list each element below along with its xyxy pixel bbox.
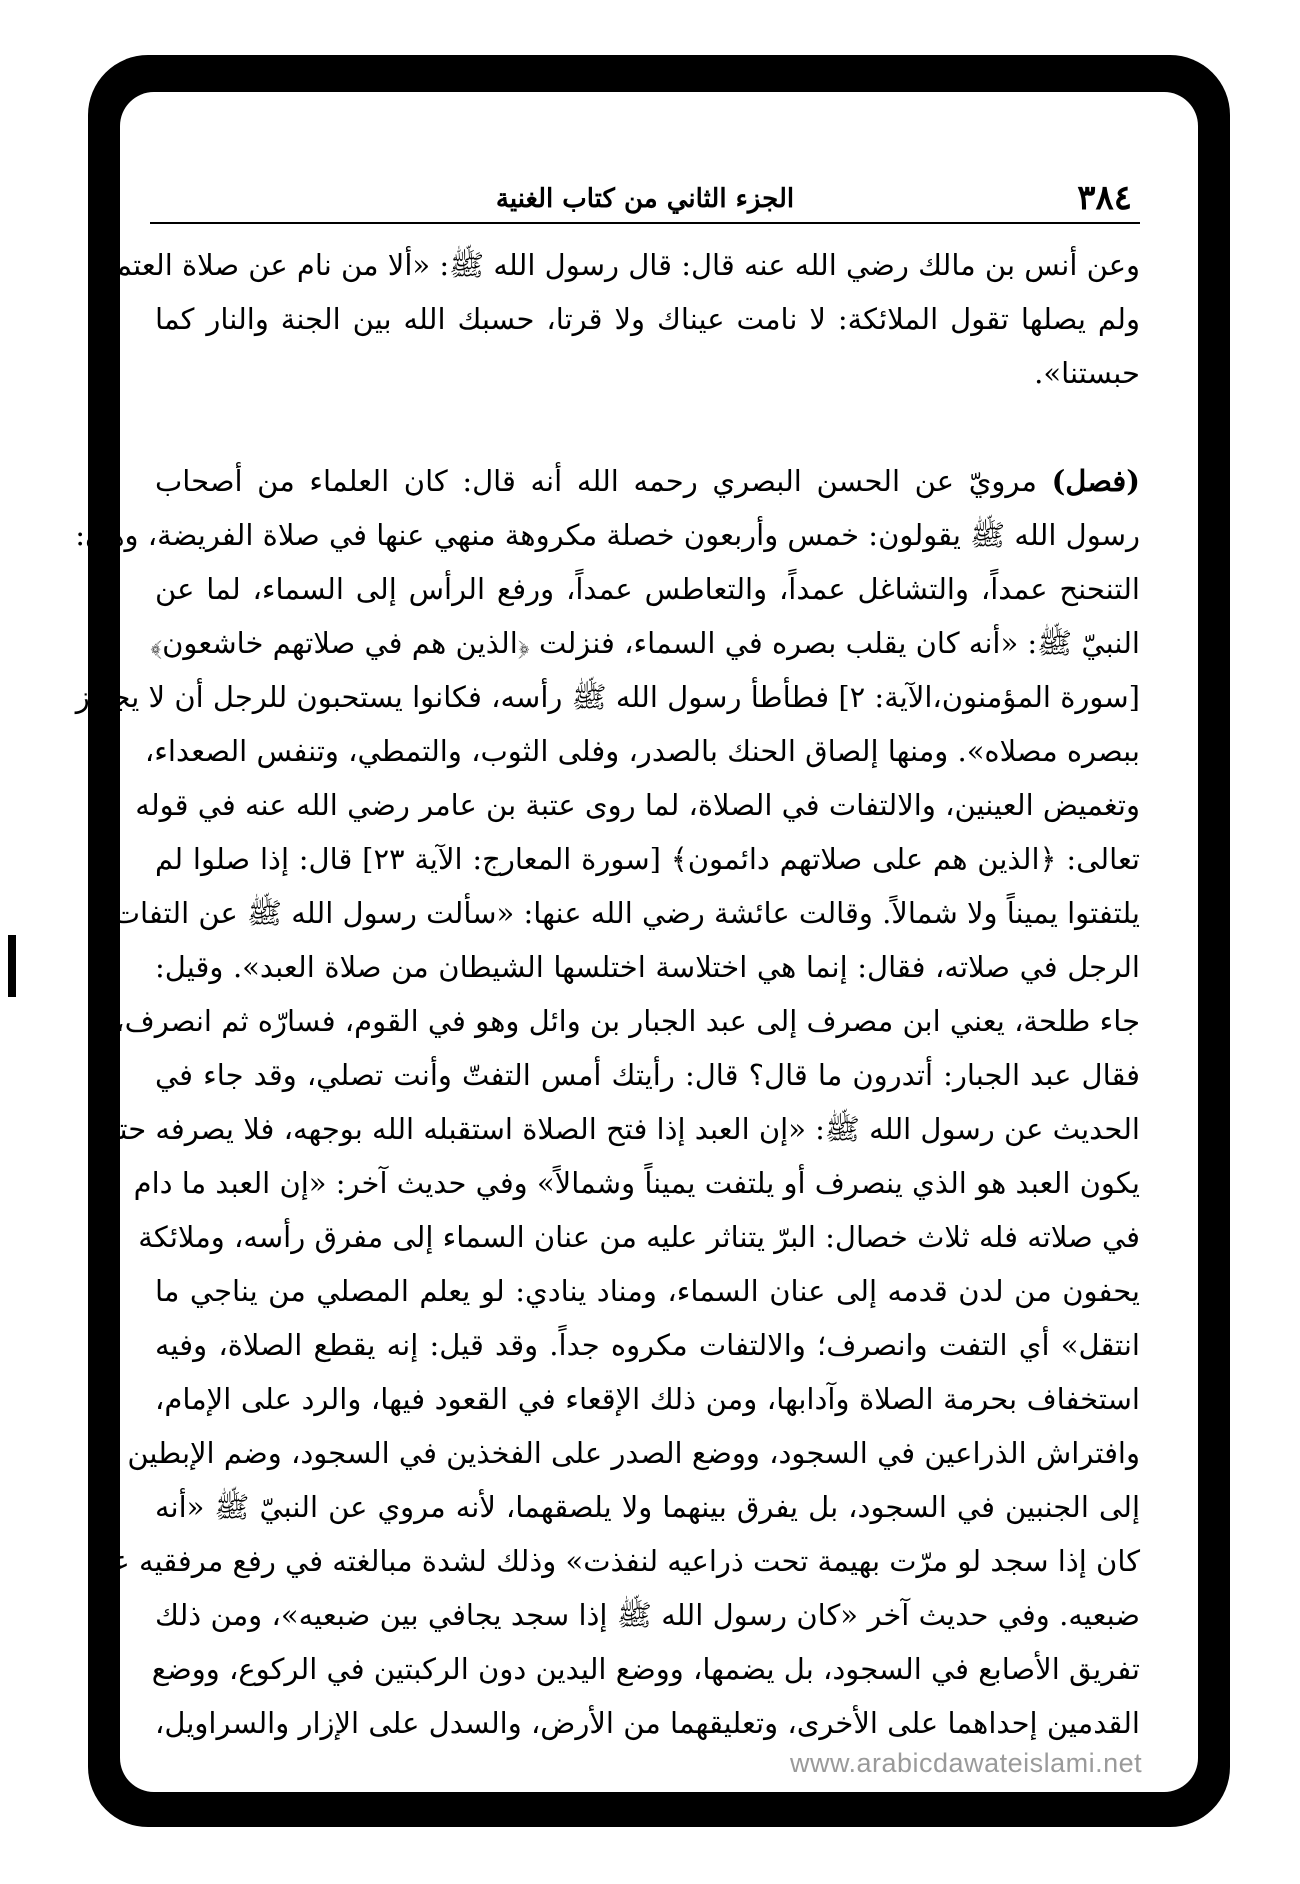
text-line-with-heading <box>155 454 1140 508</box>
text-line: يكون العبد هو الذي ينصرف أو يلتفت يميناً وشمالاً» وفي حديث آخر: «إن العبد ما دام <box>133 1166 1140 1200</box>
body-text <box>75 238 1141 1750</box>
text-line: النبيّ ﷺ: «أنه كان يقلب بصره في السماء، فنزلت ﴿الذين هم في صلاتهم خاشعون﴾ <box>150 626 1140 660</box>
scan-artifact-mark <box>8 935 16 997</box>
paragraph-gap <box>155 400 1140 454</box>
page-number: ٣٨٤ <box>1077 178 1132 218</box>
text-line: في صلاته فله ثلاث خصال: البرّ يتناثر عليه من عنان السماء إلى مفرق رأسه، وملائكة <box>138 1220 1140 1254</box>
text-line: الحديث عن رسول الله ﷺ: «إن العبد إذا فتح الصلاة استقبله الله بوجهه، فلا يصرفه حتى <box>95 1112 1140 1146</box>
text-line: ولم يصلها تقول الملائكة: لا نامت عيناك ولا قرتا، حسبك الله بين الجنة والنار كما <box>155 302 1140 336</box>
text-line: جاء طلحة، يعني ابن مصرف إلى عبد الجبار بن وائل وهو في القوم، فسارّه ثم انصرف، <box>115 1004 1140 1038</box>
paragraph-1 <box>100 238 1140 400</box>
text-line: ببصره مصلاه». ومنها إلصاق الحنك بالصدر، وفلى الثوب، والتمطي، وتنفس الصعداء، <box>144 734 1140 768</box>
text-line: وافتراش الذراعين في السجود، ووضع الصدر على الفخذين في السجود، وضم الإبطين <box>127 1436 1140 1470</box>
text-line: كان إذا سجد لو مرّت بهيمة تحت ذراعيه لنفذت» وذلك لشدة مبالغته في رفع مرفقيه عن <box>90 1544 1140 1578</box>
text-line: الرجل في صلاته، فقال: إنما هي اختلاسة اختلسها الشيطان من صلاة العبد». وقيل: <box>155 950 1140 984</box>
watermark: www.arabicdawateislami.net <box>790 1748 1143 1778</box>
text-line: استخفاف بحرمة الصلاة وآدابها، ومن ذلك الإقعاء في القعود فيها، والرد على الإمام، <box>155 1382 1140 1416</box>
section-heading: (فصل) <box>1051 464 1140 498</box>
text-line: فقال عبد الجبار: أتدرون ما قال؟ قال: رأيتك أمس التفتّ وأنت تصلي، وقد جاء في <box>155 1058 1140 1092</box>
text-line: انتقل» أي التفت وانصرف؛ والالتفات مكروه جداً. وقد قيل: إنه يقطع الصلاة، وفيه <box>155 1328 1140 1362</box>
running-title: الجزء الثاني من كتاب الغنية <box>495 184 795 214</box>
text-line: تفريق الأصابع في السجود، بل يضمها، ووضع اليدين دون الركبتين في الركوع، ووضع <box>151 1652 1140 1686</box>
text-line: التنحنح عمداً، والتشاغل عمداً، والتعاطس عمداً، ورفع الرأس إلى السماء، لما عن <box>155 572 1140 606</box>
text-line: تعالى: ﴿الذين هم على صلاتهم دائمون﴾ [سورة المعارج: الآية ٢٣] قال: إذا صلوا لم <box>155 842 1141 876</box>
text-line: ضبعيه. وفي حديث آخر «كان رسول الله ﷺ إذا سجد يجافي بين ضبعيه»، ومن ذلك <box>155 1598 1140 1632</box>
text-line: [سورة المؤمنون،الآية: ٢] فطأطأ رسول الله ﷺ رأسه، فكانوا يستحبون للرجل أن لا يجاوز <box>75 680 1140 714</box>
text-line: القدمين إحداهما على الأخرى، وتعليقهما من الأرض، والسدل على الإزار والسراويل، <box>155 1706 1140 1740</box>
page-header <box>150 180 1140 224</box>
text-span: مرويّ عن الحسن البصري رحمه الله أنه قال: كان العلماء من أصحاب <box>155 464 1037 498</box>
text-line: يحفون من لدن قدمه إلى عنان السماء، ومناد ينادي: لو يعلم المصلي من يناجي ما <box>155 1274 1140 1308</box>
text-line: رسول الله ﷺ يقولون: خمس وأربعون خصلة مكروهة منهي عنها في صلاة الفريضة، وهي: <box>75 518 1140 552</box>
text-line: يلتفتوا يميناً ولا شمالاً. وقالت عائشة رضي الله عنها: «سألت رسول الله ﷺ عن التفات <box>112 896 1140 930</box>
text-line: وتغميض العينين، والالتفات في الصلاة، لما روى عتبة بن عامر رضي الله عنه في قوله <box>135 788 1140 822</box>
paragraph-2 <box>75 454 1141 1750</box>
text-line: وعن أنس بن مالك رضي الله عنه قال: قال رسول الله ﷺ: «ألا من نام عن صلاة العتمة <box>100 248 1140 282</box>
text-line: إلى الجنبين في السجود، بل يفرق بينهما ولا يلصقهما، لأنه مروي عن النبيّ ﷺ «أنه <box>155 1490 1140 1524</box>
text-line: حبستنا». <box>1034 356 1140 390</box>
